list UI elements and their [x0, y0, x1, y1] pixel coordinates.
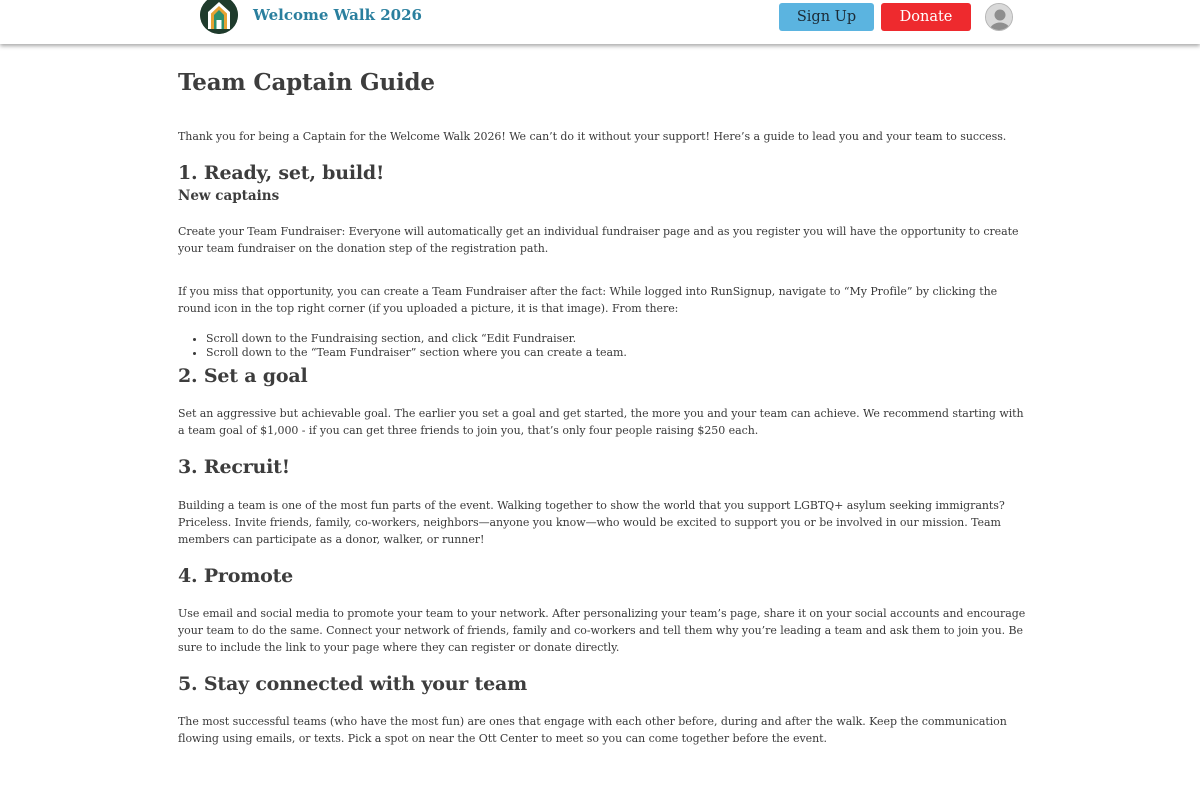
house-logo-icon [200, 0, 238, 34]
section-heading-recruit: 3. Recruit! [178, 456, 290, 478]
paragraph-promote: Use email and social media to promote your team to your network. After personalizing your team’s page, share it on your social accounts and encourage your team to do the same. Connect your network of friends, family and co-workers and tell them why you’re leading a team and ask them to join you. Be sure to include the link to your page where they can register or donate directly. [178, 607, 1026, 654]
user-avatar-icon[interactable] [985, 3, 1013, 31]
list-item: • Scroll down to the Fundraising section, and click “Edit Fundraiser. [206, 332, 1028, 346]
section-heading-stay-connected: 5. Stay connected with your team [178, 673, 528, 695]
paragraph-missed-opportunity: If you miss that opportunity, you can create a Team Fundraiser after the fact: While logged into RunSignup, navigate to “My Profile” by clicking the round icon in the top right corner (if you uploaded a picture, it is that image). From there: [178, 285, 998, 315]
list-item: • Scroll down to the “Team Fundraiser” section where you can create a team. [206, 346, 1028, 360]
sign-up-button[interactable]: Sign Up [779, 3, 874, 31]
subheading-new-captains: New captains [178, 188, 280, 204]
donate-button[interactable]: Donate [881, 3, 971, 31]
section-heading-promote: 4. Promote [178, 565, 294, 587]
section-heading-ready-set-build: 1. Ready, set, build! [178, 162, 385, 184]
site-title: Welcome Walk 2026 [253, 6, 422, 24]
site-header [0, 0, 1200, 44]
page-title: Team Captain Guide [178, 69, 435, 96]
paragraph-create-team-fundraiser: Create your Team Fundraiser: Everyone will automatically get an individual fundraiser page and as you register you will have the opportunity to create your team fundraiser on the donation step of the registration path. [178, 225, 1019, 255]
paragraph-stay-connected: The most successful teams (who have the most fun) are ones that engage with each other before, during and after the walk. Keep the communication flowing using emails, or texts. Pick a spot on near the Ott Center to meet so you can come together before the event. [178, 715, 1007, 745]
section-heading-set-a-goal: 2. Set a goal [178, 365, 308, 387]
fundraiser-steps-list [206, 332, 1028, 360]
intro-text: Thank you for being a Captain for the Welcome Walk 2026! We can’t do it without your support! Here’s a guide to lead you and your team to success. [178, 130, 1007, 143]
main-content [178, 68, 1028, 747]
home-link[interactable] [200, 0, 422, 34]
paragraph-set-a-goal: Set an aggressive but achievable goal. The earlier you set a goal and get started, the more you and your team can achieve. We recommend starting with a team goal of $1,000 - if you can get three friends to join you, that’s only four people raising $250 each. [178, 407, 1024, 437]
paragraph-recruit: Building a team is one of the most fun parts of the event. Walking together to show the world that you support LGBTQ+ asylum seeking immigrants? Priceless. Invite friends, family, co-workers, neighbors—anyone you know—who would be excited to support you or be involved in our mission. Team members can participate as a donor, walker, or runner! [178, 499, 1005, 546]
